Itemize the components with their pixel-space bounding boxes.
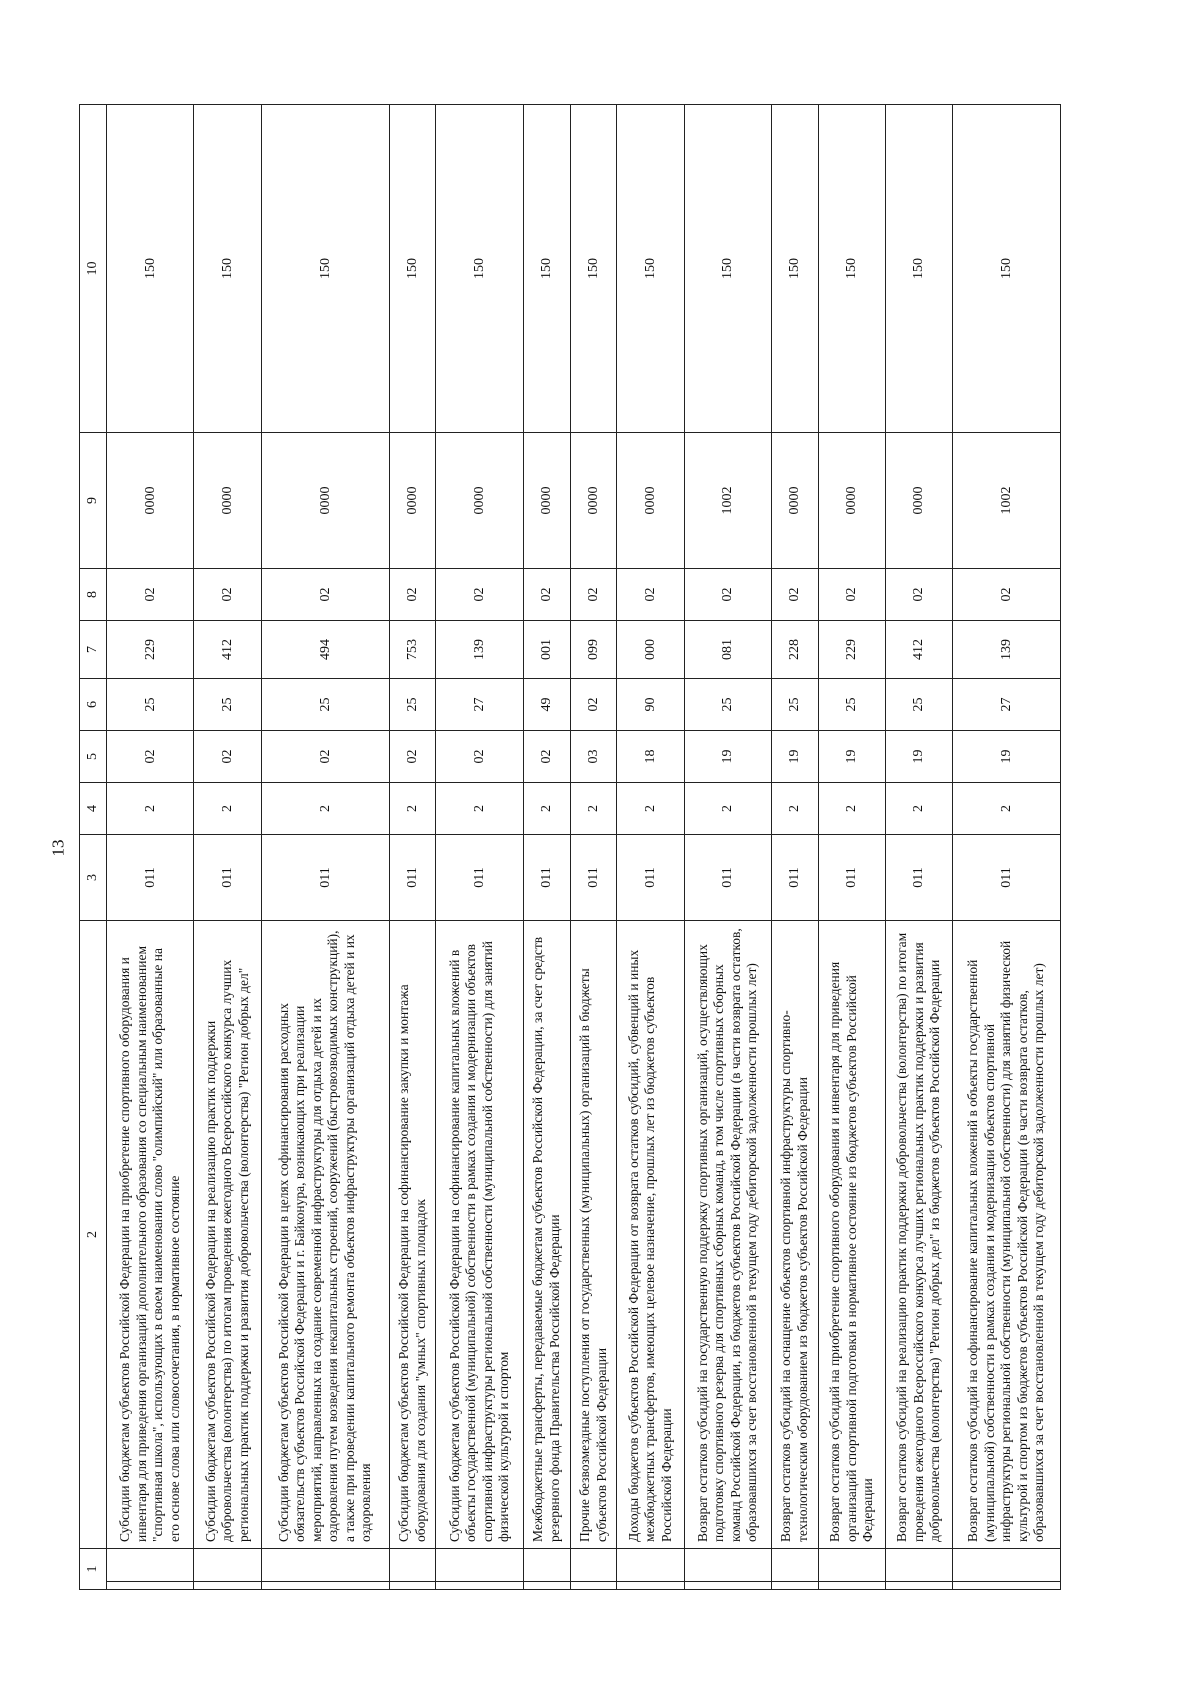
row-col-4: 2 — [107, 783, 194, 835]
row-marker-cell — [772, 1549, 819, 1582]
row-col-10: 150 — [617, 105, 684, 433]
row-col-10: 150 — [107, 105, 194, 433]
row-col-8: 02 — [523, 569, 570, 621]
row-code-cell — [617, 1582, 684, 1590]
header-row — [80, 105, 107, 1590]
table-row — [818, 105, 885, 1590]
row-description: Субсидии бюджетам субъектов Российской Федерации на софинансирование капитальных вложений в объекты государственной (муниципальной) собственности в рамках создания и модернизации объектов спортивной инфраструктуры региональной собственности (муниципальной собственности) для занятий физической культурой и спортом — [436, 921, 523, 1549]
row-marker-cell — [953, 1549, 1061, 1582]
row-col-5: 19 — [885, 731, 952, 783]
table-row — [194, 105, 261, 1590]
row-code-cell — [261, 1582, 389, 1590]
row-col-10: 150 — [436, 105, 523, 433]
row-marker-cell — [818, 1549, 885, 1582]
row-col-9: 0000 — [885, 433, 952, 569]
row-col-6: 02 — [570, 679, 617, 731]
row-col-9: 0000 — [772, 433, 819, 569]
row-col-10: 150 — [570, 105, 617, 433]
row-col-6: 27 — [436, 679, 523, 731]
row-description: Субсидии бюджетам субъектов Российской Федерации на приобретение спортивного оборудования и инвентаря для приведения организаций дополнительного образования со специальным наименованием "спортивная школа", использующих в своем наименовании слово "олимпийский" или образованные на его основе слова или словосочетания, в нормативное состояние — [107, 921, 194, 1549]
row-marker-cell — [389, 1549, 436, 1582]
row-col-8: 02 — [617, 569, 684, 621]
row-col-7: 001 — [523, 621, 570, 679]
row-col-6: 25 — [194, 679, 261, 731]
row-marker-cell — [885, 1549, 952, 1582]
row-col-4: 2 — [389, 783, 436, 835]
row-col-8: 02 — [261, 569, 389, 621]
row-col-4: 2 — [684, 783, 771, 835]
row-col-8: 02 — [436, 569, 523, 621]
row-description: Субсидии бюджетам субъектов Российской Федерации на реализацию практик поддержки добровольчества (волонтерства) по итогам проведения ежегодного Всероссийского конкурса лучших региональных практик поддержки и развития добровольчества (волонтерства) "Регион добрых дел" — [194, 921, 261, 1549]
row-col-3: 011 — [261, 835, 389, 921]
row-description: Субсидии бюджетам субъектов Российской Федерации на софинансирование закупки и монтажа оборудования для создания "умных" спортивных площадок — [389, 921, 436, 1549]
table-row — [107, 105, 194, 1590]
row-col-9: 0000 — [617, 433, 684, 569]
row-col-10: 150 — [953, 105, 1061, 433]
row-col-5: 02 — [261, 731, 389, 783]
rotated-table-container — [79, 105, 1061, 1590]
row-col-10: 150 — [818, 105, 885, 433]
header-col-6: 6 — [80, 679, 107, 731]
row-col-3: 011 — [953, 835, 1061, 921]
row-code-cell — [436, 1582, 523, 1590]
row-col-10: 150 — [261, 105, 389, 433]
row-col-3: 011 — [818, 835, 885, 921]
row-description: Возврат остатков субсидий на софинансирование капитальных вложений в объекты государственной (муниципальной) собственности в рамках создания и модернизации объектов спортивной инфраструктуры региональной собственности (муниципальной собственности) для занятий физической культурой и спортом из бюджетов субъектов Российской Федерации (в части возврата остатков, образовавшихся за счет восстановленной в текущем году дебиторской задолженности прошлых лет) — [953, 921, 1061, 1549]
row-col-7: 228 — [772, 621, 819, 679]
row-col-5: 19 — [818, 731, 885, 783]
header-col-3: 3 — [80, 835, 107, 921]
row-col-8: 02 — [570, 569, 617, 621]
row-col-6: 90 — [617, 679, 684, 731]
row-col-3: 011 — [194, 835, 261, 921]
row-description: Возврат остатков субсидий на реализацию практик поддержки добровольчества (волонтерства) по итогам проведения ежегодного Всероссийского конкурса лучших региональных практик поддержки и развития добровольчества (волонтерства) "Регион добрых дел" из бюджетов субъектов Российской Федерации — [885, 921, 952, 1549]
row-col-9: 0000 — [436, 433, 523, 569]
row-col-5: 19 — [684, 731, 771, 783]
row-col-3: 011 — [107, 835, 194, 921]
row-code-cell — [818, 1582, 885, 1590]
row-col-8: 02 — [684, 569, 771, 621]
row-col-8: 02 — [818, 569, 885, 621]
row-col-4: 2 — [885, 783, 952, 835]
row-col-4: 2 — [523, 783, 570, 835]
table-row — [261, 105, 389, 1590]
row-marker-cell — [570, 1549, 617, 1582]
row-col-10: 150 — [684, 105, 771, 433]
row-col-9: 0000 — [107, 433, 194, 569]
row-marker-cell — [194, 1549, 261, 1582]
row-col-8: 02 — [194, 569, 261, 621]
row-col-10: 150 — [772, 105, 819, 433]
row-col-6: 25 — [107, 679, 194, 731]
row-col-8: 02 — [885, 569, 952, 621]
row-col-6: 25 — [772, 679, 819, 731]
row-marker-cell — [261, 1549, 389, 1582]
row-col-9: 0000 — [523, 433, 570, 569]
table-row — [523, 105, 570, 1590]
row-marker-cell — [684, 1549, 771, 1582]
row-col-6: 25 — [885, 679, 952, 731]
row-col-6: 49 — [523, 679, 570, 731]
row-col-7: 081 — [684, 621, 771, 679]
row-col-3: 011 — [772, 835, 819, 921]
row-col-5: 19 — [953, 731, 1061, 783]
row-col-4: 2 — [772, 783, 819, 835]
header-col-9: 9 — [80, 433, 107, 569]
row-description: Возврат остатков субсидий на оснащение объектов спортивной инфраструктуры спортивно-технологическим оборудованием из бюджетов субъектов Российской Федерации — [772, 921, 819, 1549]
row-col-9: 0000 — [818, 433, 885, 569]
row-col-10: 150 — [885, 105, 952, 433]
row-col-5: 02 — [194, 731, 261, 783]
row-col-7: 229 — [818, 621, 885, 679]
row-col-6: 27 — [953, 679, 1061, 731]
row-col-8: 02 — [107, 569, 194, 621]
row-description: Доходы бюджетов субъектов Российской Федерации от возврата остатков субсидий, субвенций и иных межбюджетных трансфертов, имеющих целевое назначение, прошлых лет из бюджетов субъектов Российской Федерации — [617, 921, 684, 1549]
row-col-6: 25 — [818, 679, 885, 731]
row-col-8: 02 — [772, 569, 819, 621]
row-marker-cell — [107, 1549, 194, 1582]
row-col-9: 1002 — [684, 433, 771, 569]
row-col-10: 150 — [389, 105, 436, 433]
header-col-1: 1 — [80, 1549, 107, 1590]
row-marker-cell — [523, 1549, 570, 1582]
row-col-3: 011 — [617, 835, 684, 921]
row-col-4: 2 — [194, 783, 261, 835]
row-col-10: 150 — [194, 105, 261, 433]
row-code-cell — [194, 1582, 261, 1590]
row-col-9: 0000 — [389, 433, 436, 569]
row-col-5: 02 — [107, 731, 194, 783]
row-col-7: 753 — [389, 621, 436, 679]
row-marker-cell — [436, 1549, 523, 1582]
row-col-4: 2 — [953, 783, 1061, 835]
table-row — [570, 105, 617, 1590]
row-col-5: 02 — [389, 731, 436, 783]
row-col-3: 011 — [389, 835, 436, 921]
row-col-6: 25 — [684, 679, 771, 731]
row-col-7: 412 — [885, 621, 952, 679]
row-col-6: 25 — [389, 679, 436, 731]
row-col-4: 2 — [570, 783, 617, 835]
table-row — [389, 105, 436, 1590]
row-col-7: 229 — [107, 621, 194, 679]
table-row — [436, 105, 523, 1590]
row-col-4: 2 — [617, 783, 684, 835]
row-col-7: 494 — [261, 621, 389, 679]
header-col-4: 4 — [80, 783, 107, 835]
row-code-cell — [389, 1582, 436, 1590]
row-col-7: 412 — [194, 621, 261, 679]
row-description: Субсидии бюджетам субъектов Российской Федерации в целях софинансирования расходных обязательств субъектов Российской Федерации и г. Байконура, возникающих при реализации мероприятий, направленных на создание современной инфраструктуры для отдыха детей и их оздоровления путем возведения некапитальных строений, сооружений (быстровозводимых конструкций), а также при проведении капитального ремонта объектов инфраструктуры организаций отдыха детей и их оздоровления — [261, 921, 389, 1549]
row-col-4: 2 — [436, 783, 523, 835]
header-col-10: 10 — [80, 105, 107, 433]
row-col-3: 011 — [684, 835, 771, 921]
row-code-cell — [570, 1582, 617, 1590]
row-col-10: 150 — [523, 105, 570, 433]
row-code-cell — [107, 1582, 194, 1590]
row-col-5: 19 — [772, 731, 819, 783]
row-col-5: 18 — [617, 731, 684, 783]
row-col-9: 0000 — [194, 433, 261, 569]
row-col-3: 011 — [885, 835, 952, 921]
row-col-9: 1002 — [953, 433, 1061, 569]
row-code-cell — [772, 1582, 819, 1590]
table-row — [772, 105, 819, 1590]
row-code-cell — [953, 1582, 1061, 1590]
row-col-3: 011 — [523, 835, 570, 921]
row-col-7: 139 — [436, 621, 523, 679]
row-col-7: 099 — [570, 621, 617, 679]
row-col-7: 000 — [617, 621, 684, 679]
row-col-5: 02 — [523, 731, 570, 783]
table-row — [617, 105, 684, 1590]
table-row — [953, 105, 1061, 1590]
row-col-3: 011 — [436, 835, 523, 921]
row-description: Возврат остатков субсидий на государственную поддержку спортивных организаций, осуществляющих подготовку спортивного резерва для спортивных сборных команд, в том числе спортивных сборных команд Российской Федерации, из бюджетов субъектов Российской Федерации (в части возврата остатков, образовавшихся за счет восстановленной в текущем году дебиторской задолженности прошлых лет) — [684, 921, 771, 1549]
header-col-2: 2 — [80, 921, 107, 1549]
row-col-5: 02 — [436, 731, 523, 783]
row-col-3: 011 — [570, 835, 617, 921]
header-col-8: 8 — [80, 569, 107, 621]
header-col-5: 5 — [80, 731, 107, 783]
row-col-5: 03 — [570, 731, 617, 783]
row-marker-cell — [617, 1549, 684, 1582]
row-code-cell — [885, 1582, 952, 1590]
row-description: Возврат остатков субсидий на приобретение спортивного оборудования и инвентаря для приведения организаций спортивной подготовки в нормативное состояние из бюджетов субъектов Российской Федерации — [818, 921, 885, 1549]
row-description: Межбюджетные трансферты, передаваемые бюджетам субъектов Российской Федерации, за счет средств резервного фонда Правительства Российской Федерации — [523, 921, 570, 1549]
row-col-6: 25 — [261, 679, 389, 731]
row-code-cell — [684, 1582, 771, 1590]
page-number: 13 — [48, 839, 68, 857]
table-row — [885, 105, 952, 1590]
row-col-9: 0000 — [570, 433, 617, 569]
row-col-8: 02 — [953, 569, 1061, 621]
table-row — [684, 105, 771, 1590]
row-col-8: 02 — [389, 569, 436, 621]
row-code-cell — [523, 1582, 570, 1590]
row-col-7: 139 — [953, 621, 1061, 679]
budget-classification-table — [79, 104, 1061, 1590]
row-description: Прочие безвозмездные поступления от государственных (муниципальных) организаций в бюджеты субъектов Российской Федерации — [570, 921, 617, 1549]
header-col-7: 7 — [80, 621, 107, 679]
row-col-9: 0000 — [261, 433, 389, 569]
row-col-4: 2 — [818, 783, 885, 835]
row-col-4: 2 — [261, 783, 389, 835]
